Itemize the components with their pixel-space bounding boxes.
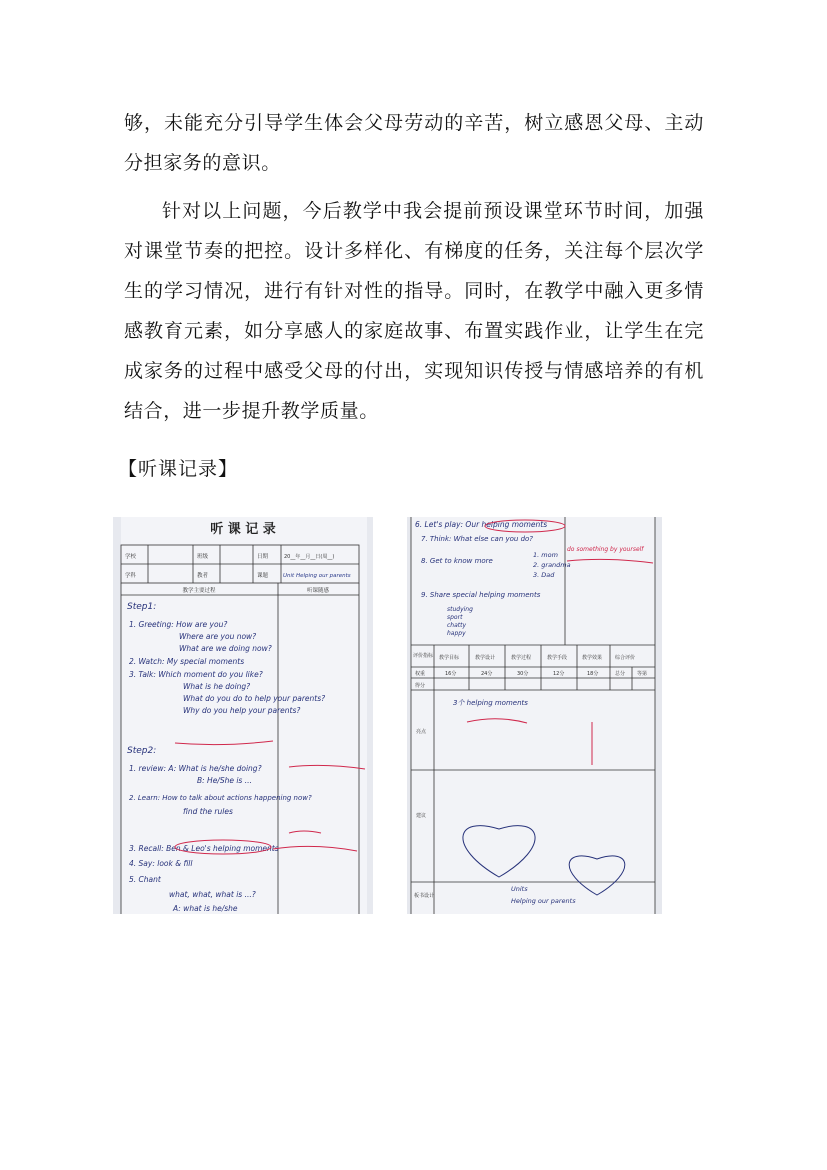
hw-line-13: 3. Recall: Ben & Leo's helping moments xyxy=(129,844,279,853)
hw-r-red-note: do something by yourself xyxy=(567,546,644,553)
hw-r-line-7: studying xyxy=(447,606,473,613)
eval-weight-1: 16分 xyxy=(445,671,457,677)
hw-line-16: what, what, what is ...? xyxy=(169,890,256,899)
row2-topic-label: 课题 xyxy=(257,573,269,579)
section-title-lesson-record: 【听课记录】 xyxy=(118,458,239,480)
hw-r-line-10: happy xyxy=(447,630,466,637)
lesson-record-photo-right xyxy=(407,517,662,914)
eval-header-3: 教学过程 xyxy=(511,655,532,661)
hw-r-note-top: 3个 helping moments xyxy=(453,699,528,707)
hw-r-board-0: Units xyxy=(511,885,528,893)
eval-header-4: 教学手段 xyxy=(547,655,568,661)
hw-step1: Step1: xyxy=(127,602,157,612)
col-header-notes: 听课随感 xyxy=(306,588,330,594)
eval-weight-2: 24分 xyxy=(481,671,493,677)
row1-class-label: 班级 xyxy=(197,554,209,560)
eval-header-2: 教学设计 xyxy=(475,655,496,661)
eval-weight-7: 等第 xyxy=(637,671,648,677)
col-header-process: 教学主要过程 xyxy=(182,588,216,594)
eval-header-1: 教学目标 xyxy=(439,655,460,661)
eval-header-0: 评价指标 xyxy=(413,653,434,659)
hw-line-5: What is he doing? xyxy=(183,682,251,691)
hw-r-line-2: 8. Get to know more xyxy=(421,557,493,565)
hw-line-1: Where are you now? xyxy=(179,632,257,641)
hw-r-line-8: sport xyxy=(447,614,463,621)
hw-line-10: B: He/She is ... xyxy=(197,776,252,785)
hw-line-12: find the rules xyxy=(183,807,233,816)
hw-line-17: A: what is he/she xyxy=(173,904,238,913)
hw-line-14: 4. Say: look & fill xyxy=(129,859,193,868)
lesson-record-photo-left xyxy=(113,517,373,914)
eval-header-5: 教学效果 xyxy=(582,655,603,661)
section-label-suggestions: 建议 xyxy=(416,813,427,819)
hw-line-7: Why do you help your parents? xyxy=(183,706,301,715)
eval-score-label: 得分 xyxy=(415,683,426,689)
hw-r-line-3: 1. mom xyxy=(533,551,558,559)
row2-topic-value: Unit Helping our parents xyxy=(283,573,351,579)
hw-r-line-9: chatty xyxy=(447,622,467,629)
hw-line-4: 3. Talk: Which moment do you like? xyxy=(129,670,263,679)
section-label-highlights: 亮点 xyxy=(416,729,427,735)
row2-teacher-label: 教者 xyxy=(197,573,209,579)
section-label-board: 板书设计 xyxy=(414,893,435,899)
hw-r-line-4: 2. grandma xyxy=(533,561,571,569)
hw-line-2: What are we doing now? xyxy=(179,644,272,653)
hw-line-9: 1. review: A: What is he/she doing? xyxy=(129,764,262,773)
eval-weight-3: 30分 xyxy=(517,671,529,677)
row1-date-value: 20__年__月__日(周__) xyxy=(284,554,335,560)
paragraph-improvement-plan: 针对以上问题，今后教学中我会提前预设课堂环节时间，加强对课堂节奏的把控。设计多样化、有梯度的任务，关注每个层次学生的学习情况，进行有针对性的指导。同时，在教学中融入更多情感教育元素，如分享感人的家庭故事、布置实践作业，让学生在完成家务的过程中感受父母的付出，实现知识传授与情感培养的有机结合，进一步提升教学质量。 xyxy=(124,200,704,422)
lesson-record-form-drawing xyxy=(113,517,373,914)
hw-r-board-1: Helping our parents xyxy=(511,897,576,905)
paragraph-reflection-end: 够，未能充分引导学生体会父母劳动的辛苦，树立感恩父母、主动分担家务的意识。 xyxy=(124,112,704,174)
eval-weight-4: 12分 xyxy=(553,671,565,677)
row1-school-label: 学校 xyxy=(125,554,137,560)
form-title: 听 课 记 录 xyxy=(210,522,276,537)
eval-weight-6: 总分 xyxy=(615,671,626,677)
hw-line-0: 1. Greeting: How are you? xyxy=(129,620,228,629)
hw-line-3: 2. Watch: My special moments xyxy=(129,657,245,666)
hw-r-line-0: 6. Let's play: Our helping moments xyxy=(415,520,548,529)
hw-r-line-6: 9. Share special helping moments xyxy=(421,591,541,599)
row1-date-label: 日期 xyxy=(257,554,269,560)
hw-line-8: Step2: xyxy=(127,746,157,756)
hw-r-line-5: 3. Dad xyxy=(533,571,555,579)
hw-line-6: What do you do to help your parents? xyxy=(183,694,326,703)
hw-line-11: 2. Learn: How to talk about actions happening now? xyxy=(129,794,312,802)
eval-weight-5: 18分 xyxy=(587,671,599,677)
eval-weight-0: 权重 xyxy=(415,671,426,677)
hw-line-15: 5. Chant xyxy=(129,875,161,884)
hw-r-line-1: 7. Think: What else can you do? xyxy=(421,535,534,543)
row2-subject-label: 学科 xyxy=(125,573,137,579)
eval-header-6: 综合评价 xyxy=(615,655,636,661)
lesson-evaluation-form-drawing xyxy=(407,517,662,914)
